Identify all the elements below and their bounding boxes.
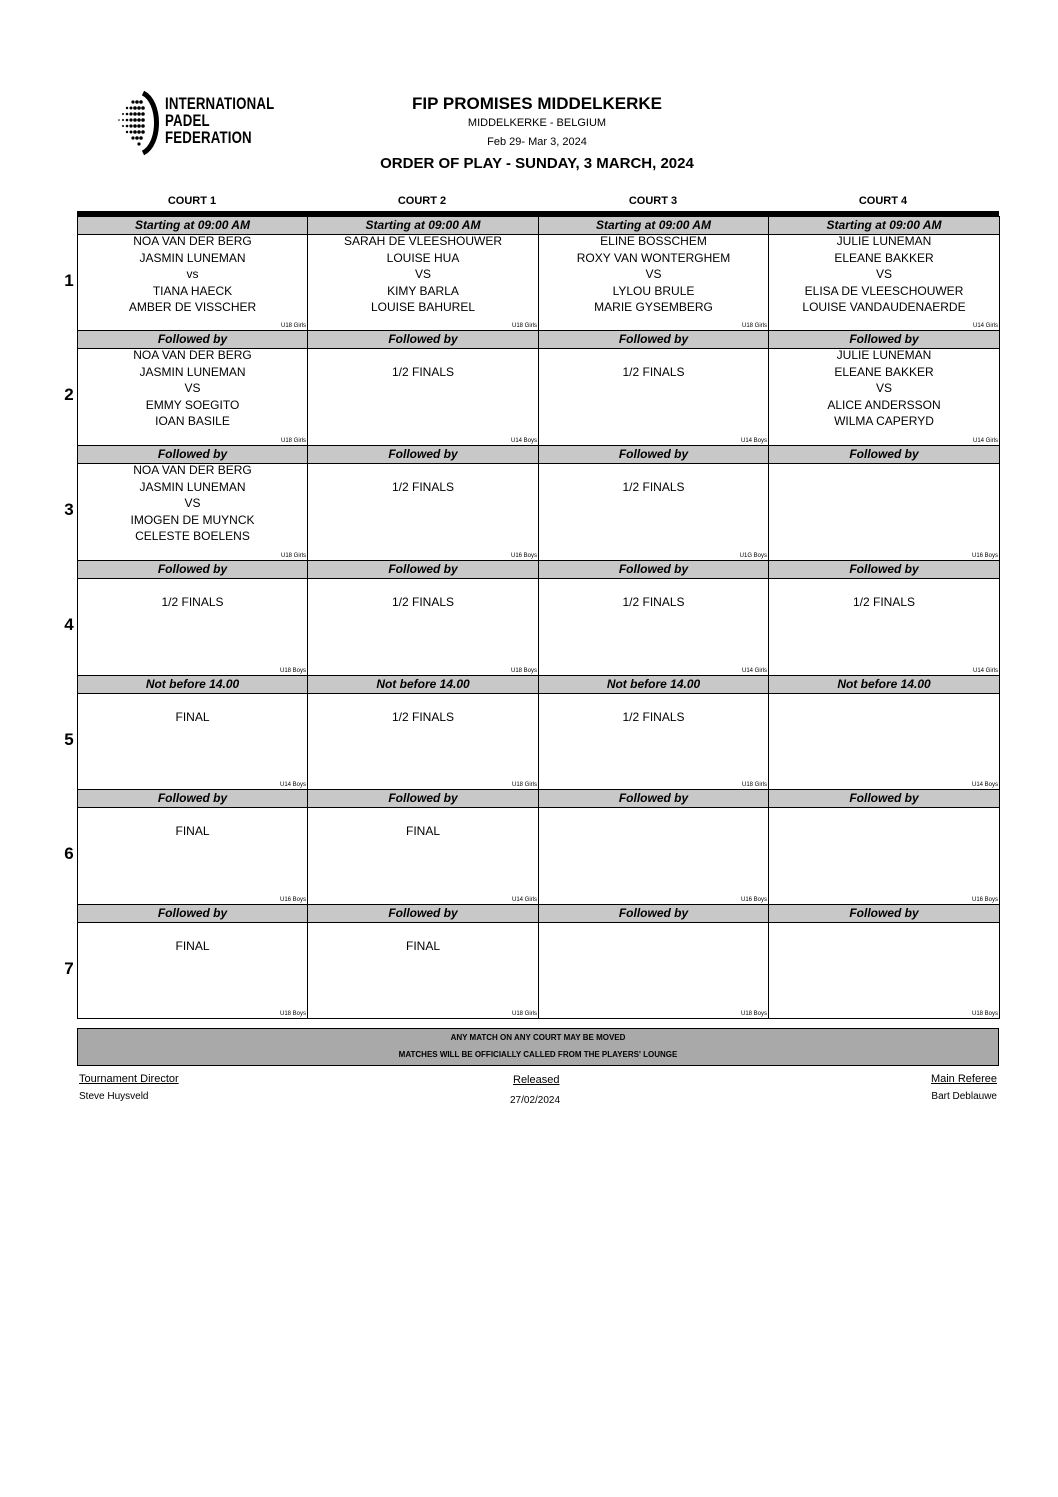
slot-match-row xyxy=(78,235,1000,331)
match-line: vs xyxy=(186,267,199,281)
category-label: U14 Boys xyxy=(740,438,767,444)
category-label: U18 Boys xyxy=(279,1011,306,1017)
slot-number: 4 xyxy=(64,615,74,634)
match-line: VS xyxy=(875,267,892,281)
match-cell xyxy=(78,808,308,905)
match-line: JULIE LUNEMAN xyxy=(836,234,932,248)
slot-start-label: Starting at 09:00 AM xyxy=(539,217,769,235)
notice-line: ANY MATCH ON ANY COURT MAY BE MOVED xyxy=(450,1033,626,1042)
category-label: U18 Girls xyxy=(741,782,767,788)
match-line: AMBER DE VISSCHER xyxy=(128,300,257,314)
match-line: EMMY SOEGITO xyxy=(145,397,240,412)
category-label: U18 Boys xyxy=(279,668,306,674)
slot-start-label: Followed by xyxy=(78,331,308,349)
match-cell xyxy=(78,235,308,331)
slot-match-row xyxy=(78,579,1000,676)
category-label: U18 Girls xyxy=(511,323,537,329)
match-line: LOUISE BAHUREL xyxy=(370,300,476,314)
slot-start-label: Followed by xyxy=(539,331,769,349)
match-cell xyxy=(539,808,769,905)
match-line: FINAL xyxy=(175,823,210,838)
match-line: MARIE GYSEMBERG xyxy=(594,300,713,314)
match-line: ELEANE BAKKER xyxy=(834,250,934,265)
match-cell xyxy=(539,464,769,561)
match-line: ALICE ANDERSSON xyxy=(827,397,941,412)
match-line xyxy=(539,462,768,479)
match-line: VS xyxy=(184,496,201,510)
court-heading: COURT 1 xyxy=(167,195,217,207)
category-label: U18 Girls xyxy=(511,782,537,788)
order-of-play-table xyxy=(77,216,1000,1019)
slot-start-label: Starting at 09:00 AM xyxy=(78,217,308,235)
category-label: U16 Boys xyxy=(971,553,998,559)
slot-match-row xyxy=(78,464,1000,561)
match-line: 1/2 FINALS xyxy=(391,364,455,379)
tournament-title: FIP PROMISES MIDDELKERKE xyxy=(412,94,662,113)
match-line xyxy=(769,577,999,594)
match-line: NOA VAN DER BERG xyxy=(133,348,252,362)
match-line: VS xyxy=(645,267,662,281)
match-cell xyxy=(769,235,1000,331)
slot-start-label: Starting at 09:00 AM xyxy=(308,217,539,235)
slot-number: 3 xyxy=(64,500,74,519)
match-cell xyxy=(308,808,539,905)
match-line: ROXY VAN WONTERGHEM xyxy=(576,250,731,265)
match-line: TIANA HAECK xyxy=(152,283,233,298)
category-label: U18 Girls xyxy=(280,553,306,559)
slot-start-label: Followed by xyxy=(308,331,539,349)
match-line: IOAN BASILE xyxy=(155,414,230,428)
match-line: NOA VAN DER BERG xyxy=(133,234,252,248)
match-cell xyxy=(308,235,539,331)
category-label: U14 Girls xyxy=(972,668,998,674)
slot-start-label: Followed by xyxy=(539,790,769,808)
slot-number: 6 xyxy=(64,844,74,863)
slot-start-label: Followed by xyxy=(539,905,769,923)
slot-header-row xyxy=(78,676,1000,694)
category-label: U14 Boys xyxy=(510,438,537,444)
court-heading: COURT 2 xyxy=(397,195,447,207)
match-line: JASMIN LUNEMAN xyxy=(139,364,246,379)
match-cell xyxy=(78,694,308,790)
category-label: U14 Girls xyxy=(972,323,998,329)
slot-header-row xyxy=(78,217,1000,235)
match-line xyxy=(78,577,307,594)
slot-start-label: Followed by xyxy=(78,446,308,464)
match-line: VS xyxy=(184,381,201,395)
category-label: U14 Girls xyxy=(972,438,998,444)
logo-wordmark xyxy=(165,95,274,146)
match-line: 1/2 FINALS xyxy=(161,594,224,609)
match-line xyxy=(539,577,768,594)
slot-start-label: Starting at 09:00 AM xyxy=(769,217,1000,235)
slot-number: 5 xyxy=(64,729,74,749)
match-cell xyxy=(78,579,308,676)
slot-header-row xyxy=(78,561,1000,579)
slot-header-row xyxy=(78,331,1000,349)
slot-match-row xyxy=(78,349,1000,446)
match-line xyxy=(308,577,538,594)
match-line: JULIE LUNEMAN xyxy=(836,348,932,362)
slot-header-row xyxy=(78,905,1000,923)
match-line: FINAL xyxy=(405,938,440,953)
director-label: Tournament Director xyxy=(79,1073,179,1085)
match-line xyxy=(539,692,768,709)
match-line: ELISA DE VLEESCHOUWER xyxy=(804,283,964,298)
match-cell xyxy=(308,579,539,676)
match-line: LYLOU BRULE xyxy=(612,283,695,298)
category-label: U14 Girls xyxy=(741,668,767,674)
category-label: U1G Boys xyxy=(739,553,767,559)
match-cell xyxy=(539,579,769,676)
category-label: U16 Boys xyxy=(279,897,306,903)
match-cell xyxy=(769,579,1000,676)
match-line: WILMA CAPERYD xyxy=(834,414,934,428)
slot-start-label: Followed by xyxy=(769,790,1000,808)
category-label: U14 Girls xyxy=(511,897,537,903)
logo-line: INTERNATIONAL xyxy=(165,94,275,113)
slot-number: 7 xyxy=(64,958,74,978)
slot-start-label: Followed by xyxy=(769,561,1000,579)
category-label: U18 Boys xyxy=(510,668,537,674)
logo-line: PADEL xyxy=(165,111,210,130)
category-label: U18 Girls xyxy=(741,323,767,329)
slot-start-label: Followed by xyxy=(539,446,769,464)
notice-box xyxy=(77,1028,999,1066)
slot-number: 1 xyxy=(64,270,74,290)
slot-start-label: Followed by xyxy=(769,905,1000,923)
match-line: LOUISE HUA xyxy=(386,250,460,265)
match-cell xyxy=(539,235,769,331)
match-line xyxy=(308,692,538,709)
slot-start-label: Followed by xyxy=(308,561,539,579)
match-cell xyxy=(308,349,539,446)
match-line: LOUISE VANDAUDENAERDE xyxy=(802,300,966,314)
logo-line: FEDERATION xyxy=(165,128,252,147)
match-line: VS xyxy=(414,267,431,281)
slot-start-label: Followed by xyxy=(769,331,1000,349)
slot-header-row xyxy=(78,790,1000,808)
slot-start-label: Not before 14.00 xyxy=(308,676,539,694)
court-heading: COURT 3 xyxy=(628,195,678,207)
padel-ball-icon xyxy=(113,90,163,156)
match-line: VS xyxy=(875,381,892,395)
match-line: 1/2 FINALS xyxy=(622,709,685,724)
slot-start-label: Not before 14.00 xyxy=(539,676,769,694)
slot-start-label: Followed by xyxy=(308,446,539,464)
match-cell xyxy=(308,464,539,561)
match-line: JASMIN LUNEMAN xyxy=(139,479,246,494)
match-line: IMOGEN DE MUYNCK xyxy=(130,512,255,527)
match-line xyxy=(78,806,307,823)
match-line: ELEANE BAKKER xyxy=(834,364,934,379)
notice-line: MATCHES WILL BE OFFICIALLY CALLED FROM THE PLAYERS' LOUNGE xyxy=(398,1050,678,1059)
category-label: U18 Boys xyxy=(971,1011,998,1017)
slot-match-row xyxy=(78,694,1000,790)
director-name: Steve Huysveld xyxy=(79,1091,149,1102)
match-line: KIMY BARLA xyxy=(387,283,459,298)
match-line: FINAL xyxy=(405,823,440,838)
match-cell xyxy=(78,464,308,561)
match-cell xyxy=(539,349,769,446)
category-label: U18 Girls xyxy=(280,323,306,329)
released-date: 27/02/2024 xyxy=(510,1095,561,1106)
match-cell xyxy=(769,694,1000,790)
match-cell xyxy=(308,923,539,1019)
match-line xyxy=(308,921,538,938)
slot-start-label: Not before 14.00 xyxy=(769,676,1000,694)
match-cell xyxy=(769,464,1000,561)
match-line: 1/2 FINALS xyxy=(622,594,685,609)
match-cell xyxy=(308,694,539,790)
category-label: U16 Boys xyxy=(740,897,767,903)
match-line xyxy=(539,347,768,364)
match-line xyxy=(308,462,538,479)
match-line: FINAL xyxy=(175,709,210,724)
slot-start-label: Followed by xyxy=(78,905,308,923)
match-cell xyxy=(539,923,769,1019)
match-cell xyxy=(769,923,1000,1019)
match-line: 1/2 FINALS xyxy=(391,709,455,724)
slot-header-row xyxy=(78,446,1000,464)
category-label: U18 Girls xyxy=(511,1011,537,1017)
released-label: Released xyxy=(513,1074,560,1086)
match-cell xyxy=(78,923,308,1019)
category-label: U18 Boys xyxy=(740,1011,767,1017)
slot-number: 2 xyxy=(64,385,74,404)
match-line: JASMIN LUNEMAN xyxy=(139,250,246,265)
match-line xyxy=(308,806,538,823)
slot-start-label: Followed by xyxy=(78,561,308,579)
slot-match-row xyxy=(78,923,1000,1019)
category-label: U16 Boys xyxy=(510,553,537,559)
match-cell xyxy=(78,349,308,446)
match-line: 1/2 FINALS xyxy=(852,594,916,609)
slot-start-label: Followed by xyxy=(769,446,1000,464)
match-cell xyxy=(539,694,769,790)
match-line: NOA VAN DER BERG xyxy=(133,463,252,477)
category-label: U14 Boys xyxy=(971,782,998,788)
match-line: 1/2 FINALS xyxy=(622,479,685,494)
match-line: 1/2 FINALS xyxy=(391,479,455,494)
tournament-location: MIDDELKERKE - BELGIUM xyxy=(467,117,607,129)
federation-logo xyxy=(113,90,273,156)
slot-match-row xyxy=(78,808,1000,905)
slot-start-label: Followed by xyxy=(78,790,308,808)
slot-start-label: Not before 14.00 xyxy=(78,676,308,694)
match-cell xyxy=(769,349,1000,446)
match-line xyxy=(78,921,307,938)
slot-start-label: Followed by xyxy=(539,561,769,579)
referee-name: Bart Deblauwe xyxy=(931,1091,997,1102)
slot-start-label: Followed by xyxy=(308,790,539,808)
match-line: 1/2 FINALS xyxy=(391,594,455,609)
match-line: CELESTE BOELENS xyxy=(135,529,250,543)
referee-label: Main Referee xyxy=(930,1073,997,1085)
match-line: SARAH DE VLEESHOUWER xyxy=(343,234,503,248)
category-label: U14 Boys xyxy=(279,782,306,788)
match-line xyxy=(78,692,307,709)
tournament-dates: Feb 29- Mar 3, 2024 xyxy=(487,136,587,148)
slot-start-label: Followed by xyxy=(308,905,539,923)
match-line: 1/2 FINALS xyxy=(622,364,685,379)
match-line: ELINE BOSSCHEM xyxy=(600,234,707,248)
category-label: U18 Girls xyxy=(280,438,306,444)
category-label: U16 Boys xyxy=(971,897,998,903)
match-line: FINAL xyxy=(175,938,210,953)
court-heading: COURT 4 xyxy=(858,195,908,207)
order-of-play-title: ORDER OF PLAY - SUNDAY, 3 MARCH, 2024 xyxy=(380,155,694,172)
match-cell xyxy=(769,808,1000,905)
match-line xyxy=(308,347,538,364)
